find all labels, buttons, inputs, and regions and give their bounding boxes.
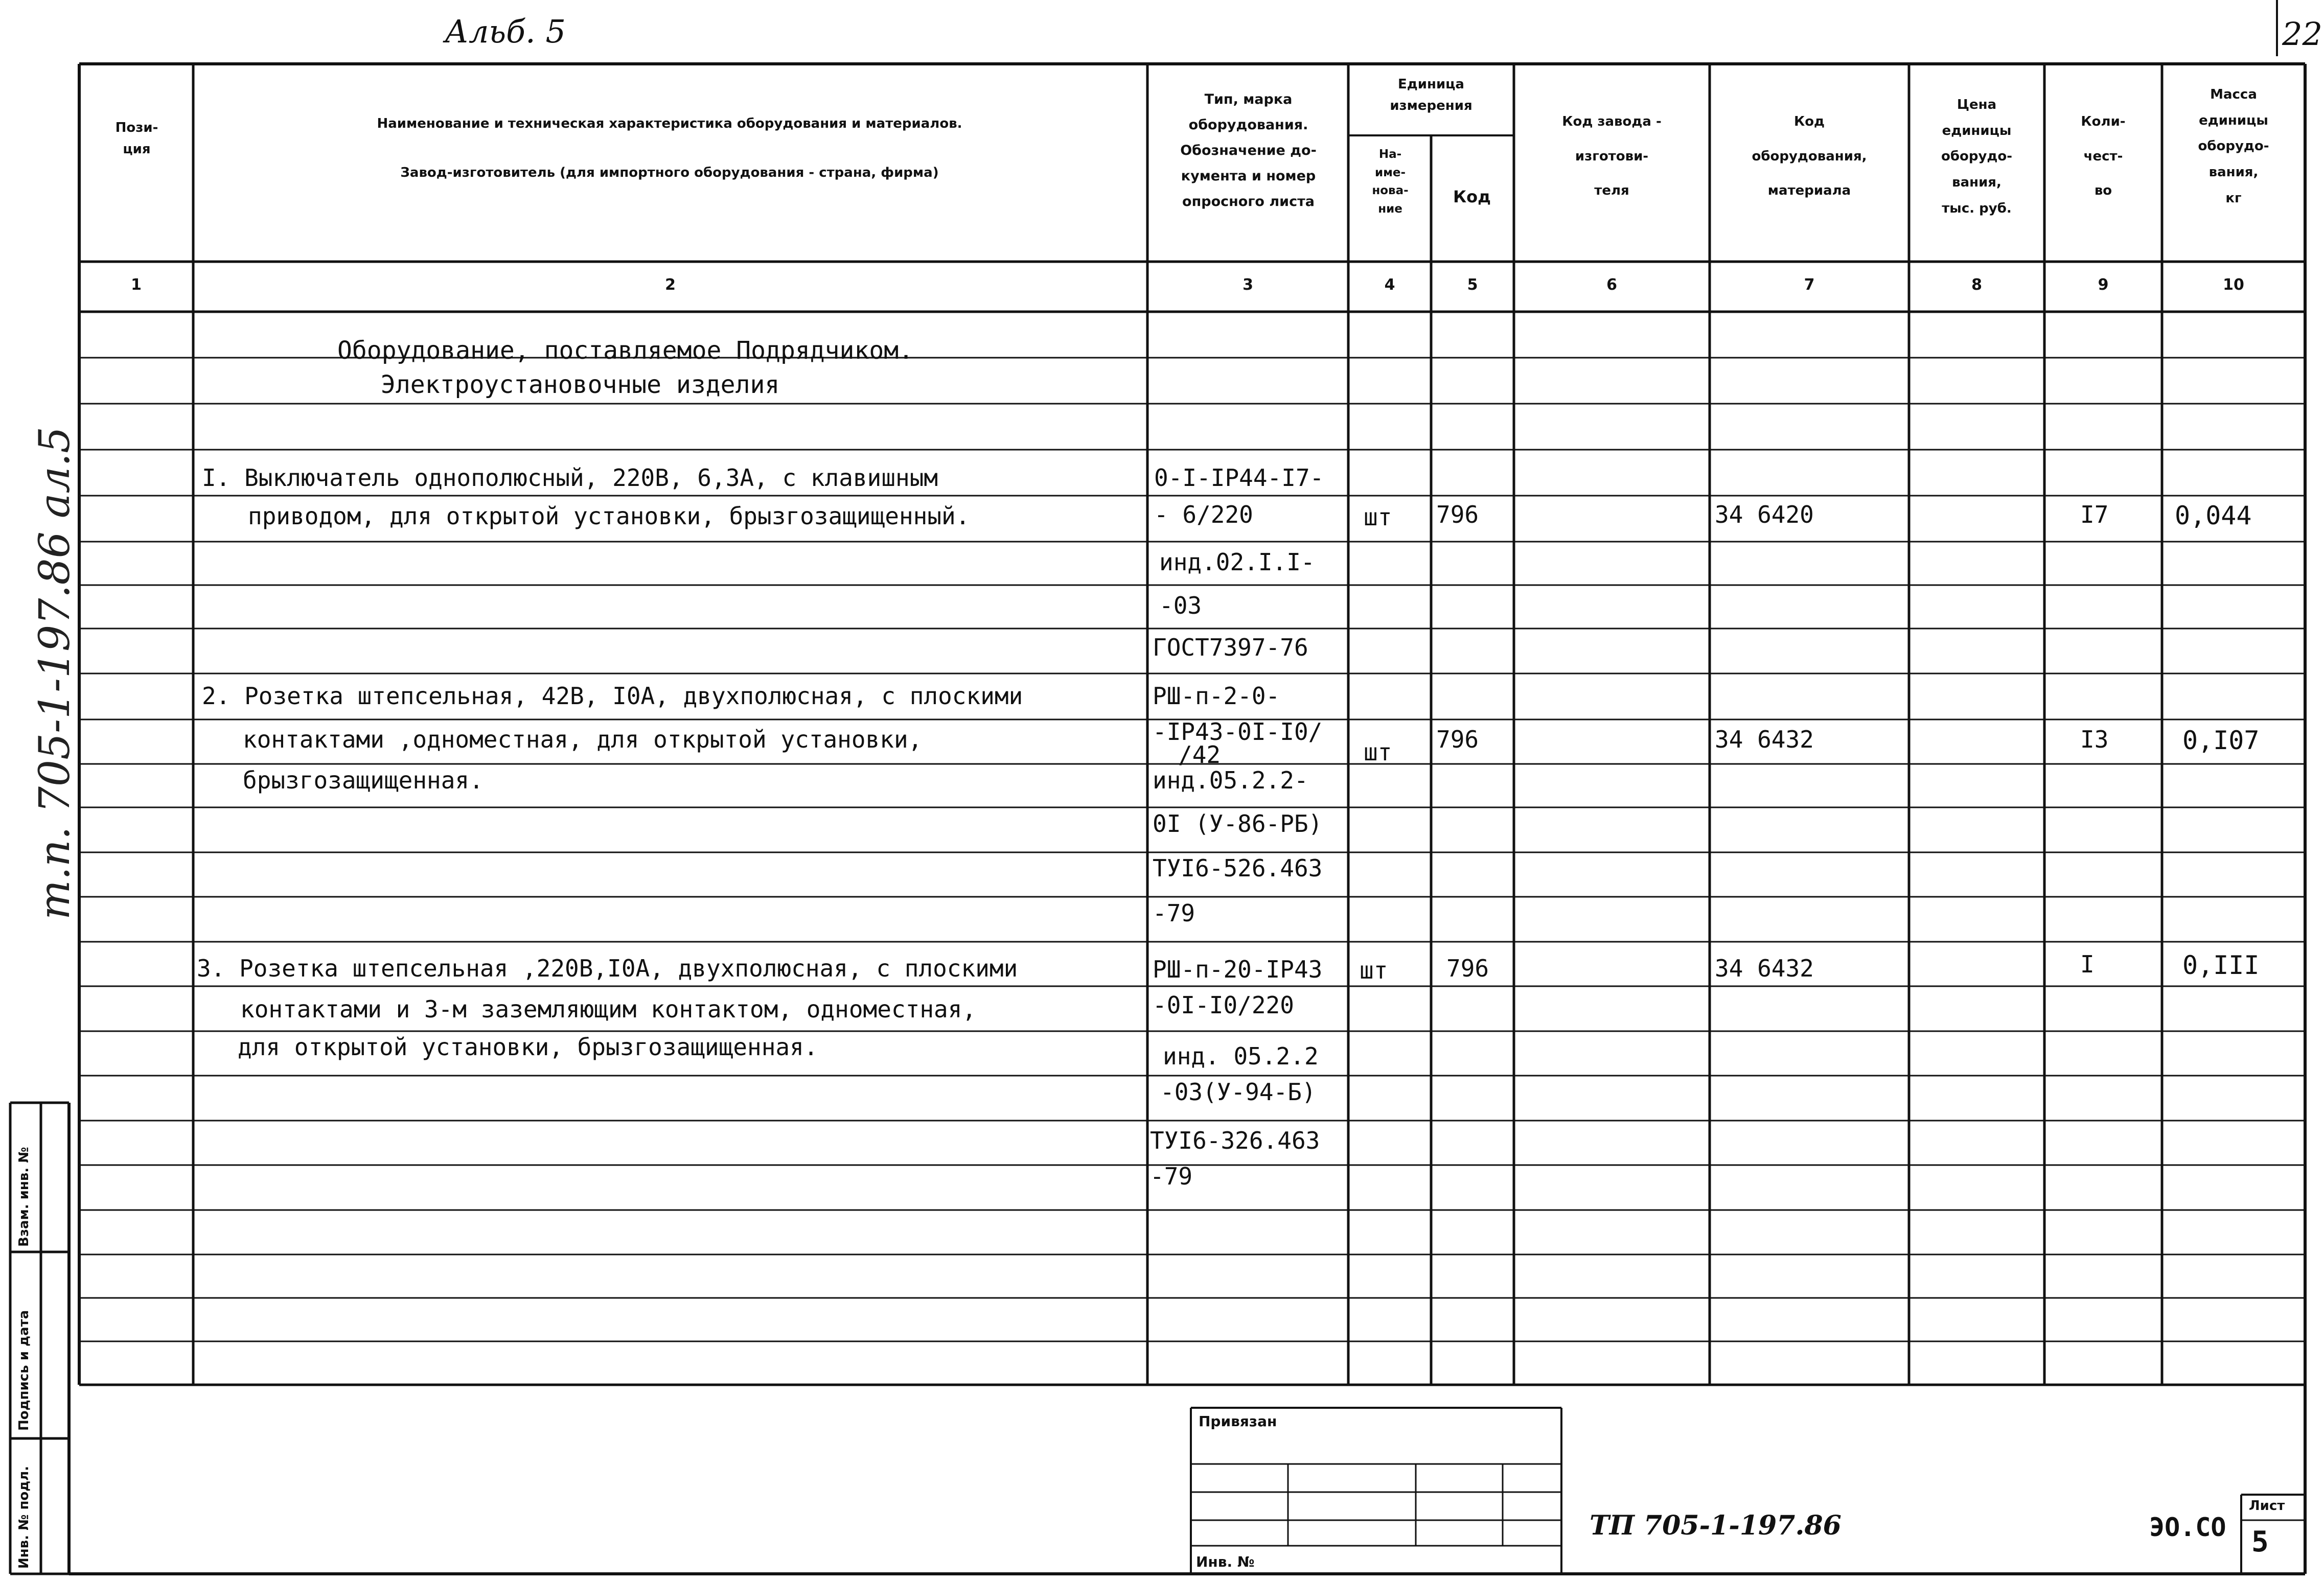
item-3-type-line: ТУI6-326.463	[1150, 1127, 1320, 1154]
side-podpis: Подпись и дата	[16, 1310, 32, 1431]
stamp-list-number: 5	[2251, 1525, 2269, 1559]
side-vzam: Взам. инв. №	[16, 1147, 32, 1247]
item-3-mass: 0,III	[2182, 950, 2260, 980]
column-number: 8	[1971, 276, 1982, 294]
item-1-unit: шт	[1364, 503, 1392, 531]
header-type: Тип, марка оборудования. Обозначение до- кумента и номер опросного листа	[1180, 91, 1317, 210]
item-2-unit: шт	[1364, 738, 1392, 766]
column-number: 10	[2223, 276, 2244, 294]
item-1-type-line: -03	[1159, 592, 1202, 619]
item-3-type-line: -0I-I0/220	[1153, 991, 1294, 1019]
item-3-name-line: 3. Розетка штепсельная ,220В,I0А, двухполюсная, с плоскими	[197, 955, 1018, 982]
item-3-type-line: инд. 05.2.2	[1163, 1042, 1319, 1070]
header-unit-code: Код	[1453, 187, 1491, 206]
item-1-mass: 0,044	[2175, 501, 2252, 530]
column-number: 7	[1804, 276, 1815, 294]
column-number: 4	[1384, 276, 1395, 294]
item-1-type-line: 0-I-IP44-I7-	[1154, 464, 1324, 492]
item-3-name-line: для открытой установки, брызгозащищенная.	[238, 1033, 818, 1061]
item-2-type-line: -IP43-0I-I0/	[1153, 718, 1323, 746]
header-factory-code: Код завода - изготови- теля	[1562, 114, 1662, 199]
side-handwritten-code: т.п. 705-1-197.86 ал.5	[31, 426, 79, 920]
stamp-section-code: ЭО.СО	[2149, 1513, 2226, 1542]
item-1-type-line: инд.02.I.I-	[1159, 548, 1315, 576]
item-2-unit-code: 796	[1436, 726, 1479, 753]
item-2-type-line: -79	[1153, 899, 1195, 927]
item-2-type-line: РШ-п-2-0-	[1153, 682, 1280, 710]
header-mass: Масса единицы оборудо- вания, кг	[2198, 87, 2269, 206]
section-subtitle: Электроустановочные изделия	[381, 370, 780, 399]
item-2-type-line: 0I (У-86-РБ)	[1153, 810, 1323, 838]
item-3-type-line: -03(У-94-Б)	[1160, 1078, 1316, 1106]
header-unit-name: На- име- нова- ние	[1372, 148, 1409, 216]
item-2-name-line: 2. Розетка штепсельная, 42В, I0А, двухполюсная, с плоскими	[202, 682, 1023, 710]
stamp-list-label: Лист	[2249, 1498, 2285, 1514]
stamp-inv-no: Инв. №	[1196, 1553, 1255, 1570]
column-number: 3	[1242, 276, 1253, 294]
column-number: 6	[1606, 276, 1617, 294]
item-1-name-line: I. Выключатель однополюсный, 220В, 6,3А, с клавишным	[202, 464, 938, 492]
album-label: Альб. 5	[445, 13, 566, 50]
item-1-type-line: - 6/220	[1154, 501, 1253, 528]
item-2-name-line: брызгозащищенная.	[243, 766, 484, 794]
item-3-type-line: РШ-п-20-IP43	[1153, 956, 1323, 983]
side-inv-podl: Инв. № подл.	[16, 1466, 32, 1569]
stamp-doc-code: ТП 705-1-197.86	[1590, 1510, 1842, 1541]
header-quantity: Коли- чест- во	[2081, 114, 2126, 199]
header-name-line2: Завод-изготовитель (для импортного оборудования - страна, фирма)	[400, 165, 939, 180]
header-price: Цена единицы оборудо- вания, тыс. руб.	[1941, 97, 2013, 216]
header-unit: Единица измерения	[1390, 77, 1472, 113]
item-2-quantity: I3	[2080, 726, 2109, 753]
item-1-type-line: ГОСТ7397-76	[1153, 634, 1308, 661]
header-equipment-code: Код оборудования, материала	[1752, 114, 1867, 199]
item-3-name-line: контактами и 3-м заземляющим контактом, одноместная,	[240, 995, 977, 1023]
item-3-unit-code: 796	[1446, 955, 1489, 982]
item-3-type-line: -79	[1150, 1162, 1193, 1190]
item-3-quantity: I	[2080, 950, 2095, 978]
column-number: 1	[131, 276, 142, 294]
column-number: 9	[2098, 276, 2109, 294]
item-2-equipment-code: 34 6432	[1715, 726, 1814, 753]
item-3-unit: шт	[1360, 957, 1388, 984]
column-number: 5	[1467, 276, 1478, 294]
item-2-type-line: /42	[1178, 741, 1221, 769]
section-title: Оборудование, поставляемое Подрядчиком.	[337, 336, 914, 365]
item-1-equipment-code: 34 6420	[1715, 501, 1814, 528]
item-1-unit-code: 796	[1436, 501, 1479, 528]
header-name-line1: Наименование и техническая характеристика оборудования и материалов.	[377, 116, 962, 131]
item-2-mass: 0,I07	[2182, 726, 2260, 755]
sheet-number: 22	[2282, 15, 2322, 53]
item-2-type-line: инд.05.2.2-	[1153, 766, 1308, 794]
item-3-equipment-code: 34 6432	[1715, 955, 1814, 982]
item-1-quantity: I7	[2080, 501, 2109, 528]
stamp-privyazan: Привязан	[1199, 1413, 1277, 1430]
item-1-name-line: приводом, для открытой установки, брызгозащищенный.	[248, 502, 970, 530]
header-position: Пози- ция	[115, 120, 158, 157]
item-2-type-line: ТУI6-526.463	[1153, 854, 1323, 882]
column-number: 2	[665, 276, 676, 294]
item-2-name-line: контактами ,одноместная, для открытой установки,	[243, 726, 923, 753]
